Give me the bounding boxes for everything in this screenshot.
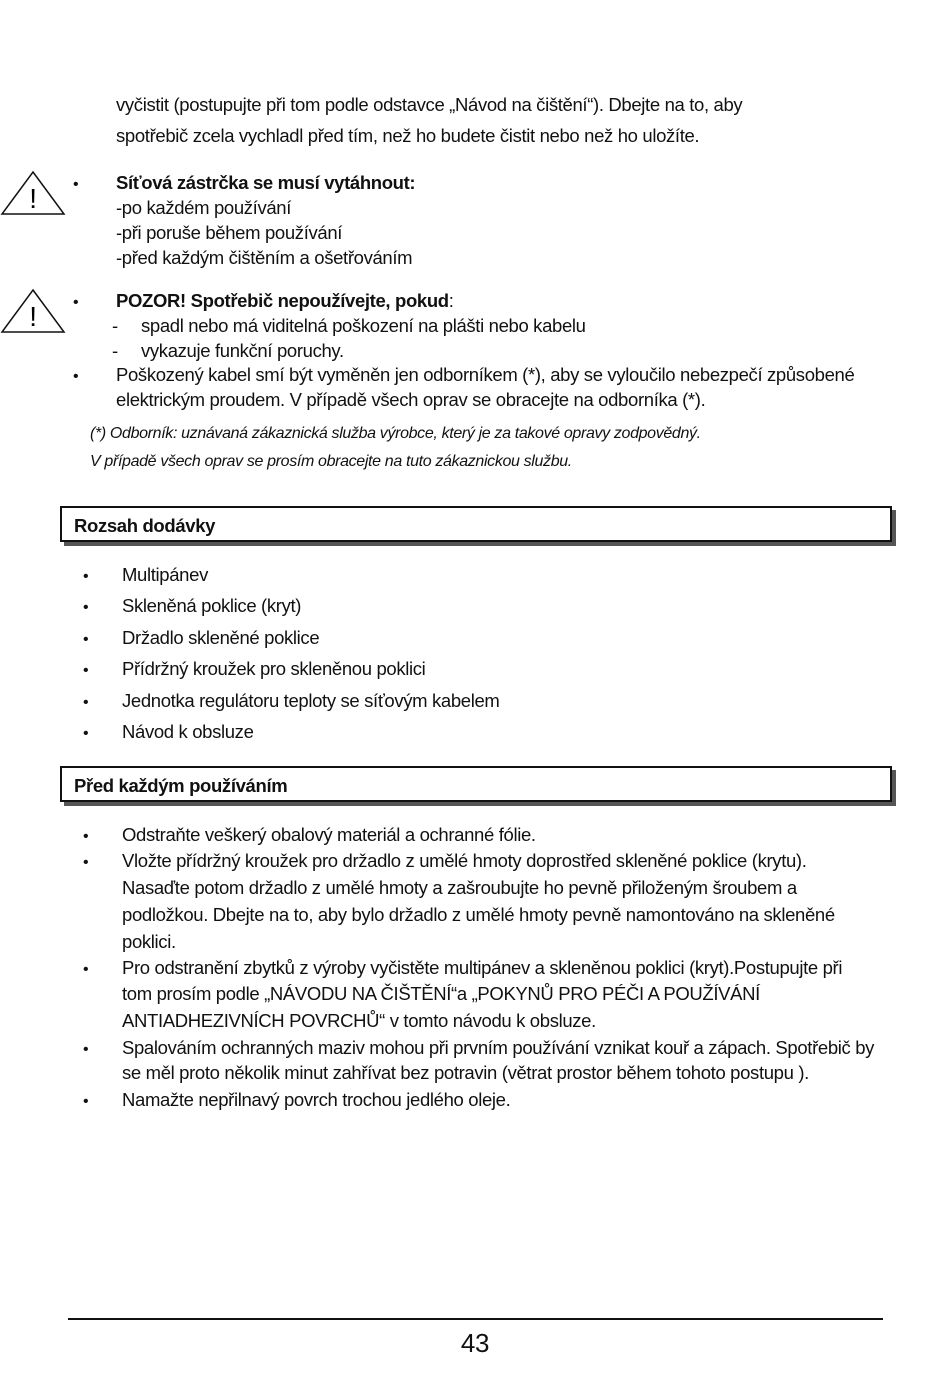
footnote-line: (*) Odborník: uznávaná zákaznická služba výrobce, který je za takové opravy zodpovědný. xyxy=(90,425,701,442)
section-title-scope: Rozsah dodávky xyxy=(74,515,216,536)
pozor-item: vykazuje funkční poruchy. xyxy=(141,340,344,361)
plug-warning-title: Síťová zástrčka se musí vytáhnout: xyxy=(116,172,416,193)
before-use-line: podložkou. Dbejte na to, aby bylo držadlo z umělé hmoty pevně namontováno na skleněné xyxy=(122,904,835,925)
warning-triangle-icon xyxy=(0,288,66,334)
warning-triangle-icon xyxy=(0,170,66,216)
bullet: • xyxy=(83,662,89,679)
cable-warning-line: Poškozený kabel smí být vyměněn jen odborníkem (*), aby se vyloučilo nebezpečí způsobené xyxy=(116,364,855,385)
bullet: • xyxy=(83,1041,89,1058)
before-use-line: tom prosím podle „NÁVODU NA ČIŠTĚNÍ“a „POKYNŮ PRO PÉČI A POUŽÍVÁNÍ xyxy=(122,983,760,1004)
before-use-line: se měl proto několik minut zahřívat bez potravin (větrat prostor během tohoto postupu ). xyxy=(122,1062,809,1083)
bullet: • xyxy=(83,631,89,648)
bullet: • xyxy=(83,961,89,978)
before-use-line: Nasaďte potom držadlo z umělé hmoty a zašroubujte ho pevně přiloženým šroubem a xyxy=(122,877,797,898)
bullet: • xyxy=(83,694,89,711)
bullet: • xyxy=(83,599,89,616)
pozor-item: spadl nebo má viditelná poškození na plášti nebo kabelu xyxy=(141,315,586,336)
pozor-dash: - xyxy=(112,315,118,336)
section-header-before-use xyxy=(60,766,892,802)
pozor-title-text: POZOR! Spotřebič nepoužívejte, pokud xyxy=(116,290,449,311)
scope-list-item: Multipánev xyxy=(122,564,208,585)
pozor-dash: - xyxy=(112,340,118,361)
scope-list-item: Přídržný kroužek pro skleněnou poklici xyxy=(122,658,426,679)
before-use-line: Vložte přídržný kroužek pro držadlo z umělé hmoty doprostřed skleněné poklice (krytu). xyxy=(122,850,807,871)
plug-warning-line: -po každém používání xyxy=(116,197,292,218)
bullet: • xyxy=(83,568,89,585)
pozor-title-colon: : xyxy=(448,290,454,311)
cable-warning-line: elektrickým proudem. V případě všech oprav se obracejte na odborníka (*). xyxy=(116,389,706,410)
bullet: • xyxy=(83,828,89,845)
before-use-line: Odstraňte veškerý obalový materiál a ochranné fólie. xyxy=(122,824,536,845)
before-use-line: poklici. xyxy=(122,931,176,952)
before-use-line: ANTIADHEZIVNÍCH POVRCHŮ“ v tomto návodu k obsluze. xyxy=(122,1010,596,1031)
svg-text:!: ! xyxy=(29,183,37,214)
scope-list-item: Jednotka regulátoru teploty se síťovým kabelem xyxy=(122,690,500,711)
svg-text:!: ! xyxy=(29,301,37,332)
plug-warning-line: -při poruše během používání xyxy=(116,222,343,243)
plug-warning-line: -před každým čištěním a ošetřováním xyxy=(116,247,413,268)
footnote-line: V případě všech oprav se prosím obracejte na tuto zákaznickou službu. xyxy=(90,453,572,470)
bullet: • xyxy=(73,368,79,385)
intro-line-1: vyčistit (postupujte při tom podle odstavce „Návod na čištění“). Dbejte na to, aby xyxy=(116,94,743,115)
bullet: • xyxy=(83,854,89,871)
before-use-line: Namažte nepřilnavý povrch trochou jedlého oleje. xyxy=(122,1089,511,1110)
intro-line-2: spotřebič zcela vychladl před tím, než ho budete čistit nebo než ho uložíte. xyxy=(116,125,700,146)
section-title-before-use: Před každým používáním xyxy=(74,775,288,796)
bullet: • xyxy=(73,294,79,311)
before-use-line: Pro odstranění zbytků z výroby vyčistěte multipánev a skleněnou poklici (kryt).Postupujte při xyxy=(122,957,843,978)
scope-list-item: Skleněná poklice (kryt) xyxy=(122,595,302,616)
before-use-line: Spalováním ochranných maziv mohou při prvním používání vznikat kouř a zápach. Spotřebič by xyxy=(122,1037,875,1058)
page-number: 43 xyxy=(460,1328,490,1358)
bullet: • xyxy=(83,1093,89,1110)
scope-list-item: Držadlo skleněné poklice xyxy=(122,627,320,648)
bullet: • xyxy=(73,176,79,193)
footer-rule xyxy=(68,1318,883,1320)
section-header-scope xyxy=(60,506,892,542)
scope-list-item: Návod k obsluze xyxy=(122,721,254,742)
pozor-warning-title xyxy=(116,290,454,312)
bullet: • xyxy=(83,725,89,742)
